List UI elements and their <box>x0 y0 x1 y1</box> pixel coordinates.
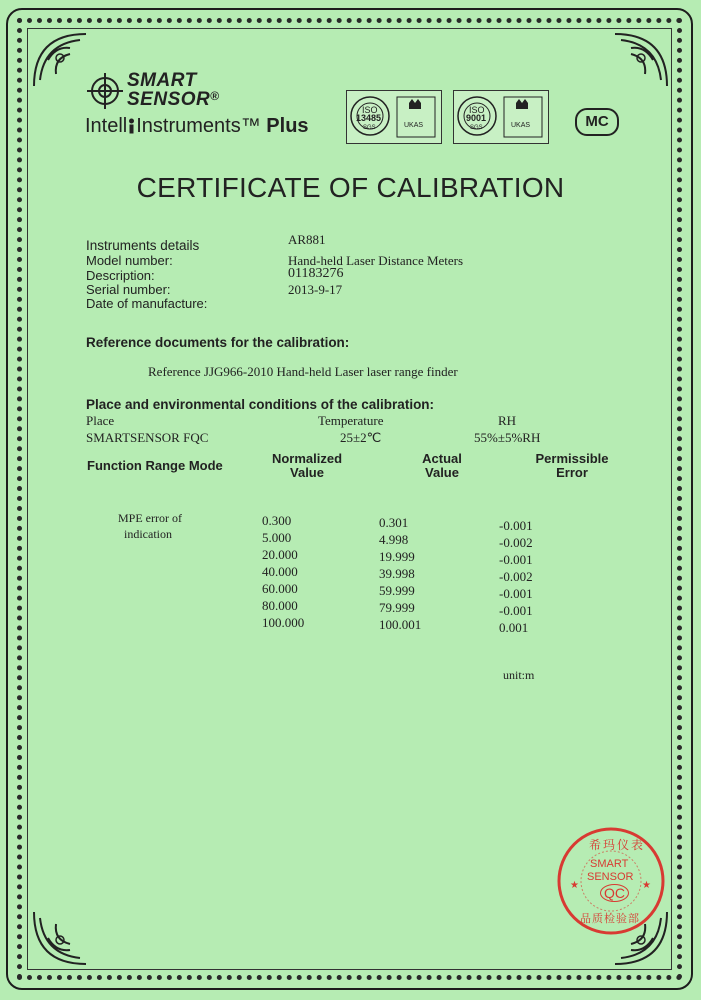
stamp-center-line1: SMART <box>590 858 629 870</box>
instruments-heading: Instruments details <box>86 238 200 253</box>
conditions-heading: Place and environmental conditions of the calibration: <box>86 397 435 412</box>
svg-text:★: ★ <box>642 880 651 891</box>
table-cell: 60.000 <box>262 581 298 596</box>
col-normalized-header-2: Value <box>290 465 324 480</box>
cert-ukas: UKAS <box>404 122 424 129</box>
table-cell: -0.001 <box>499 603 533 618</box>
mode-text-line1: MPE error of <box>118 511 182 525</box>
description-value: 01183276 <box>288 266 344 281</box>
table-cell: 0.001 <box>499 620 529 635</box>
temperature-value: 25±2℃ <box>340 430 382 445</box>
col-actual-header-1: Actual <box>422 451 462 466</box>
cert-sgs: SGS <box>470 125 483 131</box>
table-cell: 39.998 <box>379 566 415 581</box>
serial-value: 2013-9-17 <box>288 282 343 297</box>
registered-mark: ® <box>210 89 220 103</box>
cert-iso-number: 13485 <box>356 113 382 123</box>
table-cell: 0.300 <box>262 513 292 528</box>
person-icon <box>128 117 135 133</box>
rh-value: 55%±5%RH <box>474 430 541 445</box>
table-cell: 100.000 <box>262 615 305 630</box>
crosshair-logo-icon <box>86 72 124 110</box>
cert-iso-label: ISO <box>362 105 378 115</box>
cert-ukas: UKAS <box>511 122 531 129</box>
brand-sensor: SENSOR® <box>127 89 220 110</box>
table-cell: 59.999 <box>379 583 415 598</box>
serial-label: Serial number: <box>86 282 171 297</box>
stamp-center-line3: QC <box>600 884 629 902</box>
brand-smart: SMART <box>127 70 197 91</box>
table-cell: -0.001 <box>499 518 533 533</box>
table-cell: 19.999 <box>379 549 415 564</box>
description-label: Description: <box>86 268 155 283</box>
document-title: CERTIFICATE OF CALIBRATION <box>136 172 565 203</box>
table-cell: 40.000 <box>262 564 298 579</box>
col-normalized-header-1: Normalized <box>271 451 343 466</box>
place-value: SMARTSENSOR FQC <box>86 430 209 445</box>
table-cell: 79.999 <box>379 600 415 615</box>
corner-ornament-top-right <box>601 30 671 90</box>
stamp-top-text: 希玛仪表 <box>589 838 646 852</box>
temperature-label: Temperature <box>318 413 384 428</box>
reference-heading: Reference documents for the calibration: <box>86 335 350 350</box>
col-error-header-2: Error <box>556 465 588 480</box>
instrument-value: AR881 <box>288 232 326 247</box>
cert-badge-iso13485 <box>346 90 442 144</box>
table-cell: 0.301 <box>379 515 409 530</box>
actual-column <box>379 514 421 633</box>
table-cell: -0.002 <box>499 569 533 584</box>
stamp-bottom-text: 品质检验部 <box>580 912 640 925</box>
cert-iso-number: 9001 <box>466 113 487 123</box>
mode-text-line2: indication <box>124 527 172 541</box>
col-mode-header: Function Range Mode <box>87 458 223 473</box>
svg-text:★: ★ <box>570 880 579 891</box>
table-cell: -0.001 <box>499 552 533 567</box>
brand-tagline: Intell Instruments™ Plus <box>85 115 309 137</box>
error-column <box>499 517 533 636</box>
col-error-header-1: Permissible <box>535 451 609 466</box>
table-cell: -0.001 <box>499 586 533 601</box>
unit-label: unit:m <box>503 668 535 682</box>
corner-ornament-bottom-left <box>30 908 100 968</box>
cert-iso-label: ISO <box>469 105 485 115</box>
table-cell: 4.998 <box>379 532 409 547</box>
table-cell: 20.000 <box>262 547 298 562</box>
mc-mark: MC <box>575 108 619 136</box>
model-value: Hand-held Laser Distance Meters <box>288 253 464 268</box>
normalized-column <box>262 512 304 631</box>
table-cell: 100.001 <box>379 617 422 632</box>
stamp-center-line2: SENSOR <box>587 871 634 883</box>
date-label: Date of manufacture: <box>86 296 208 311</box>
table-cell: -0.002 <box>499 535 533 550</box>
col-actual-header-2: Value <box>425 465 459 480</box>
rh-label: RH <box>498 413 517 428</box>
table-cell: 5.000 <box>262 530 292 545</box>
table-cell: 80.000 <box>262 598 298 613</box>
reference-text: Reference JJG966-2010 Hand-held Laser laser range finder <box>148 364 458 379</box>
cert-badge-iso9001 <box>453 90 549 144</box>
qc-stamp <box>556 826 666 936</box>
place-label: Place <box>86 413 115 428</box>
cert-sgs: SGS <box>363 125 376 131</box>
model-label: Model number: <box>86 253 173 268</box>
